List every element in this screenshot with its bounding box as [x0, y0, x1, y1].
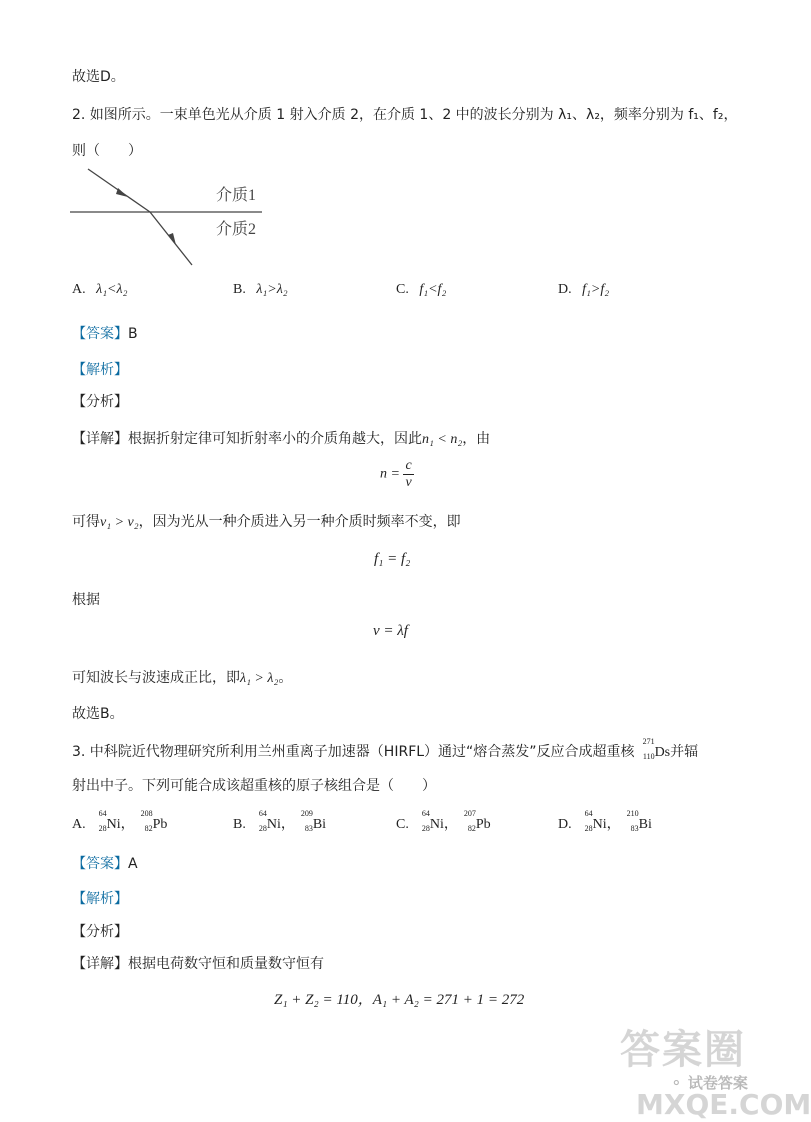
q2-equation-2: f₁ = f₂	[374, 551, 411, 567]
q2-option-a: A. λ₁<λ₂	[72, 282, 128, 297]
q3-option-a: A. 64 28 Ni， 208 82 Pb	[72, 809, 168, 833]
q2-option-d: D. f₁>f₂	[558, 282, 610, 297]
q3-option-b: B. 64 28 Ni， 209 83 Bi	[233, 809, 327, 833]
q2-detail-1: 【详解】根据折射定律可知折射率小的介质角越大，因此n₁ < n₂，由	[72, 431, 491, 447]
q3-equation: Z₁ + Z₂ = 110，A₁ + A₂ = 271 + 1 = 272	[274, 992, 525, 1008]
q2-equation-3: v = λf	[373, 623, 408, 639]
q3-stem: 3. 中科院近代物理研究所利用兰州重离子加速器（HIRFL）通过“熔合蒸发”反应合成超重核 271 110 Ds并辐	[72, 737, 699, 761]
medium1-label: 介质1	[216, 187, 257, 204]
q2-stem-continued: 则（ ）	[72, 143, 142, 159]
q3-fenxi-label: 【分析】	[72, 924, 128, 940]
q2-answer: 【答案】B	[72, 326, 138, 342]
medium2-label: 介质2	[216, 221, 257, 238]
q3-analysis-label: 【解析】	[72, 891, 128, 907]
q2-equation-1: n = $\frac{c}{v}$	[380, 458, 412, 490]
q3-option-d: D. 64 28 Ni， 210 83 Bi	[558, 809, 652, 833]
watermark-logo: 答案圈	[620, 1027, 746, 1073]
previous-conclusion: 故选D。	[72, 69, 125, 85]
q3-detail: 【详解】根据电荷数守恒和质量数守恒有	[72, 956, 324, 972]
q2-genju: 根据	[72, 592, 100, 608]
q2-fenxi-label: 【分析】	[72, 394, 128, 410]
q2-conclusion: 故选B。	[72, 706, 124, 722]
q3-stem-continued: 射出中子。下列可能合成该超重核的原子核组合是（ ）	[72, 778, 436, 794]
q2-detail-3: 可知波长与波速成正比，即λ₁ > λ₂。	[72, 670, 293, 686]
incident-arrow-icon	[116, 188, 128, 197]
q2-option-b: B. λ₁>λ₂	[233, 282, 288, 297]
watermark-sub: ⚬ 试卷答案	[670, 1074, 748, 1092]
q2-option-c: C. f₁<f₂	[396, 282, 447, 297]
q2-detail-2: 可得v₁ > v₂，因为光从一种介质进入另一种介质时频率不变，即	[72, 514, 461, 530]
q3-option-c: C. 64 28 Ni， 207 82 Pb	[396, 809, 491, 833]
refracted-arrow-icon	[168, 233, 176, 245]
q3-answer: 【答案】A	[72, 856, 138, 872]
q2-analysis-label: 【解析】	[72, 362, 128, 378]
q2-stem: 2. 如图所示。一束单色光从介质 1 射入介质 2，在介质 1、2 中的波长分别为 λ₁、λ₂，频率分别为 f₁、f₂，	[72, 107, 738, 123]
refraction-figure	[70, 162, 280, 272]
watermark-url: MXQE.COM	[636, 1088, 811, 1121]
chat-icon: ⚬	[670, 1074, 683, 1092]
